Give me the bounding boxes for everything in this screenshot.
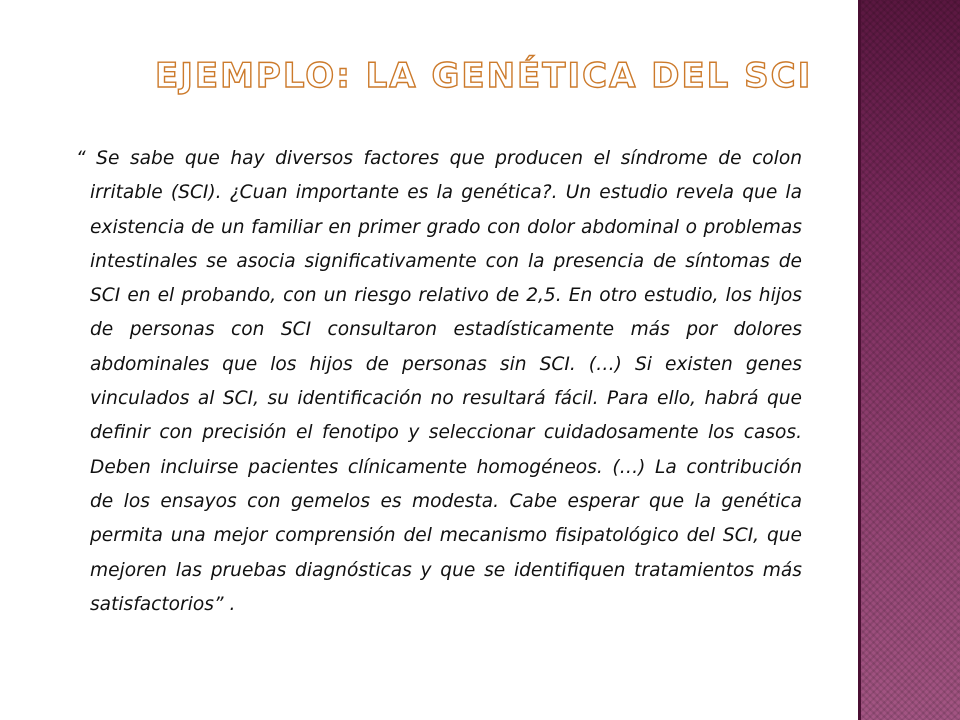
quote-paragraph: “ Se sabe que hay diversos factores que producen el síndrome de colon irritable (SCI). ¿Cuan importante es la genética?. Un estudio revela que la existencia de un familiar en primer grado con dolor abdominal o problemas intestinales se asocia significativamente con la presencia de síntomas de SCI en el probando, con un riesgo relativo de 2,5. En otro estudio, los hijos de personas con SCI consultaron estadísticamente más por dolores abdominales que los hijos de personas sin SCI. (…) Si existen genes vinculados al SCI, su identificación no resultará fácil. Para ello, habrá que definir con precisión el fenotipo y seleccionar cuidadosamente los casos. Deben incluirse pacientes clínicamente homogéneos. (…) La contribución de los ensayos con gemelos es modesta. Cabe esperar que la genética permita una mejor comprensión del mecanismo fisipatológico del SCI, que mejoren las pruebas diagnósticas y que se identifiquen tratamientos más satisfactorios” .: [76, 148, 802, 615]
slide-title: EJEMPLO: LA GENÉTICA DEL SCI: [155, 56, 813, 96]
decorative-side-panel: [858, 0, 960, 720]
